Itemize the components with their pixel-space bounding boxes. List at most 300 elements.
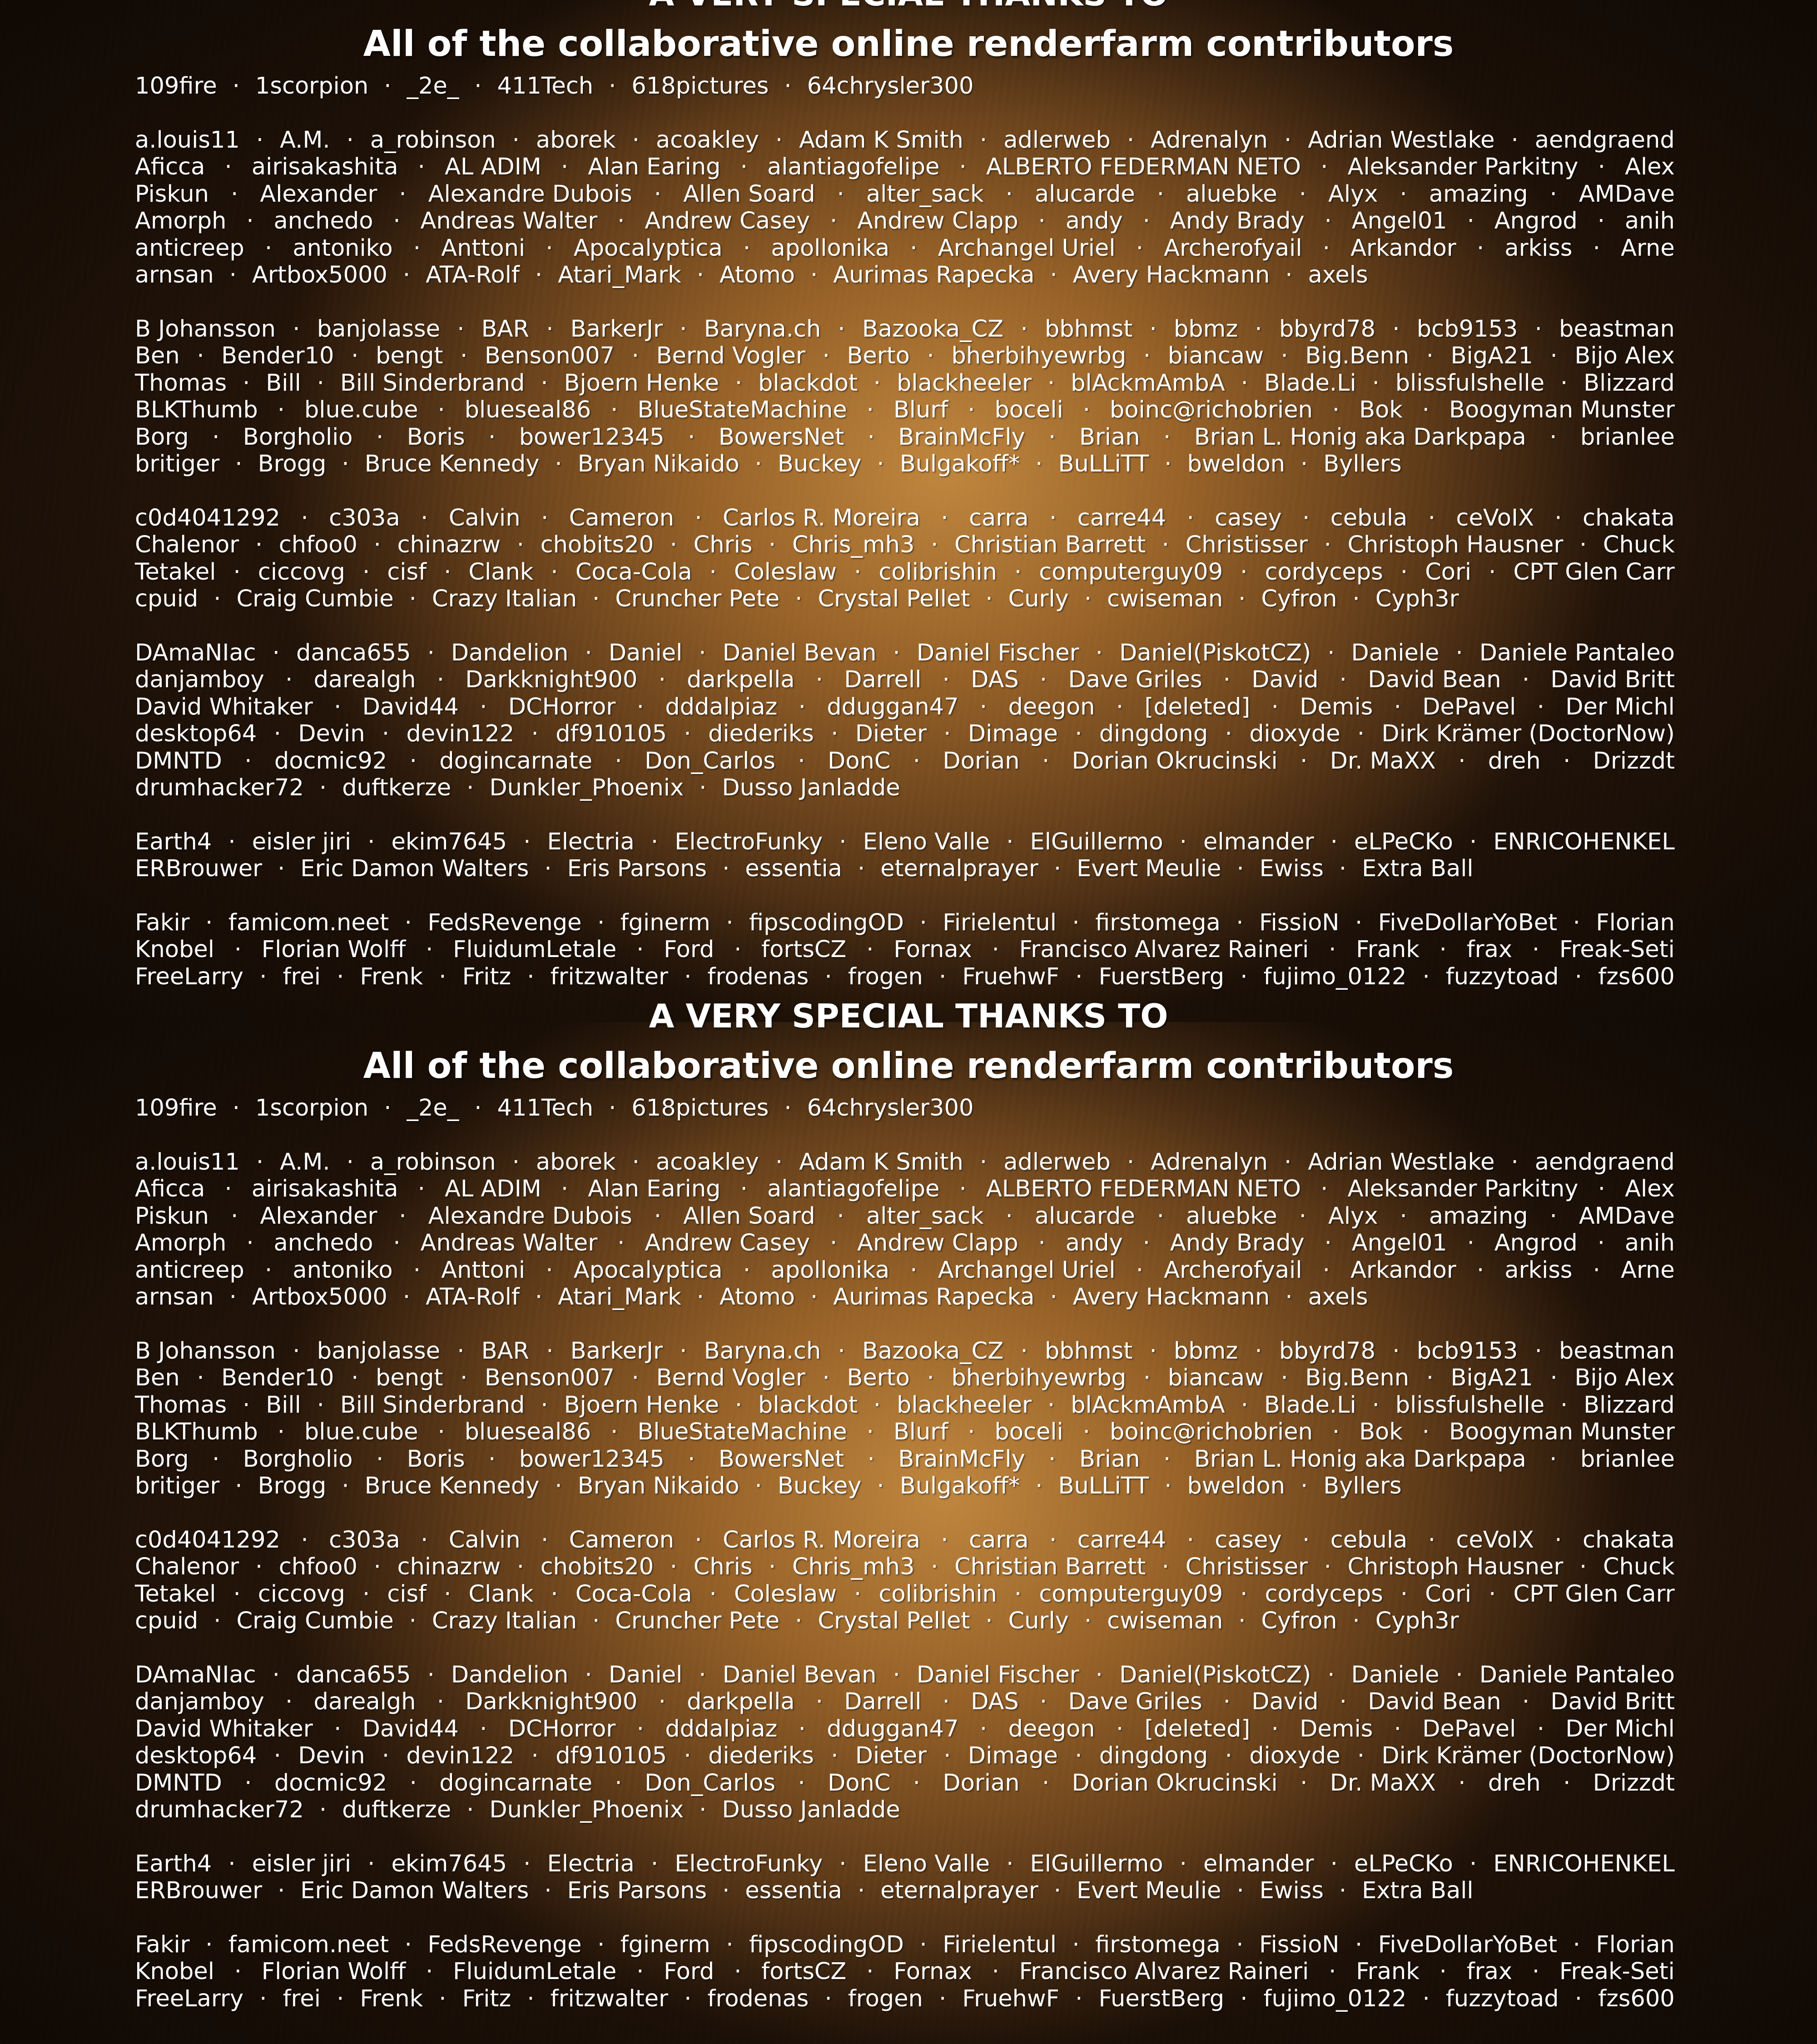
separator-dot: · xyxy=(597,1931,605,1959)
contributor-name: Dorian Okrucinski xyxy=(1072,1770,1278,1797)
contributor-name: Fakir xyxy=(135,909,190,937)
contributor-name: fginerm xyxy=(621,1931,710,1959)
contributor-name: Andrew Casey xyxy=(645,1230,810,1257)
contributor-name: AMDave xyxy=(1579,181,1675,208)
contributor-name: Adrenalyn xyxy=(1151,127,1268,154)
contributor-name: cpuid xyxy=(135,1607,198,1635)
contributor-name: ElectroFunky xyxy=(675,829,823,856)
separator-dot: · xyxy=(1157,1203,1164,1230)
contributor-name: deegon xyxy=(1008,694,1095,721)
contributor-name: elmander xyxy=(1203,829,1314,856)
contributor-name: Arkandor xyxy=(1350,235,1456,262)
contributor-name: Daniel Bevan xyxy=(723,640,877,667)
contributor-name: famicom.neet xyxy=(228,909,389,937)
contributor-name: Adrenalyn xyxy=(1151,1149,1268,1176)
separator-dot: · xyxy=(740,154,748,181)
contributor-name: Byllers xyxy=(1323,451,1401,478)
separator-dot: · xyxy=(1285,262,1292,289)
contributor-name: chinazrw xyxy=(397,1553,501,1581)
separator-dot: · xyxy=(337,1985,344,2013)
separator-dot: · xyxy=(1532,936,1539,963)
separator-dot: · xyxy=(1477,1257,1484,1284)
contributor-name: BarkerJr xyxy=(571,1338,663,1365)
separator-dot: · xyxy=(632,1149,640,1176)
separator-dot: · xyxy=(1238,585,1246,613)
separator-dot: · xyxy=(523,829,531,856)
contributor-name: fujimo_0122 xyxy=(1264,1985,1407,2013)
contributor-name: Alan Earing xyxy=(588,154,720,181)
separator-dot: · xyxy=(877,451,884,478)
contributor-name: frodenas xyxy=(707,1985,809,2013)
contributor-name: Bryan Nikaido xyxy=(578,451,740,478)
separator-dot: · xyxy=(609,1095,616,1122)
contributor-name: Aficca xyxy=(135,1176,205,1203)
separator-dot: · xyxy=(858,1877,865,1905)
contributor-name: Bernd Vogler xyxy=(656,342,805,370)
separator-dot: · xyxy=(413,235,421,262)
contributor-name: Curly xyxy=(1008,1607,1069,1635)
separator-dot: · xyxy=(460,1364,467,1392)
contributor-name: BrainMcFly xyxy=(898,424,1025,451)
contributor-name: Fritz xyxy=(462,963,511,991)
separator-dot: · xyxy=(1040,666,1047,694)
separator-dot: · xyxy=(301,505,308,532)
contributor-name: essentia xyxy=(745,855,842,883)
contributor-name: bbmz xyxy=(1174,316,1238,343)
contributor-name: Boogyman Munster xyxy=(1449,1419,1675,1446)
separator-dot: · xyxy=(1321,1176,1328,1203)
contributor-name: arkiss xyxy=(1504,1257,1572,1284)
separator-dot: · xyxy=(893,640,900,667)
separator-dot: · xyxy=(413,1257,421,1284)
contributor-name: Avery Hackmann xyxy=(1073,262,1270,289)
separator-dot: · xyxy=(919,1931,927,1959)
separator-dot: · xyxy=(399,1203,406,1230)
separator-dot: · xyxy=(743,235,750,262)
contributor-name: anih xyxy=(1625,1230,1675,1257)
contributor-name: eLPeCKo xyxy=(1354,829,1453,856)
contributor-name: Carlos R. Moreira xyxy=(723,1527,920,1554)
contributor-name: Andrew Casey xyxy=(645,208,810,235)
contributor-name: DMNTD xyxy=(135,748,222,775)
contributor-name: Ben xyxy=(135,342,180,370)
separator-dot: · xyxy=(457,316,464,343)
contributor-name: A.M. xyxy=(280,1149,330,1176)
contributor-name: bbyrd78 xyxy=(1279,316,1375,343)
separator-dot: · xyxy=(1271,694,1279,721)
contributor-name: Eleno Valle xyxy=(863,1851,990,1878)
contributor-name: Ewiss xyxy=(1260,855,1324,883)
separator-dot: · xyxy=(680,1338,687,1365)
separator-dot: · xyxy=(467,774,474,802)
contributor-name: BLKThumb xyxy=(135,1419,258,1446)
separator-dot: · xyxy=(1006,1851,1013,1878)
contributor-name: Bok xyxy=(1359,1419,1403,1446)
contributor-name: Brogg xyxy=(258,451,327,478)
separator-dot: · xyxy=(1187,1527,1194,1554)
separator-dot: · xyxy=(1136,235,1143,262)
separator-dot: · xyxy=(632,127,640,154)
contributor-name: 109fire xyxy=(135,1095,217,1122)
separator-dot: · xyxy=(799,694,806,721)
separator-dot: · xyxy=(867,1419,874,1446)
separator-dot: · xyxy=(1394,694,1401,721)
contributor-name: DAS xyxy=(971,666,1019,694)
separator-dot: · xyxy=(1040,1688,1047,1716)
contributor-name: bbhmst xyxy=(1045,1338,1132,1365)
separator-dot: · xyxy=(1428,505,1435,532)
separator-dot: · xyxy=(695,1527,702,1554)
separator-dot: · xyxy=(943,666,950,694)
separator-dot: · xyxy=(1014,1581,1022,1608)
contributor-name: DAmaNIac xyxy=(135,1662,256,1689)
separator-dot: · xyxy=(544,855,551,883)
contributor-name: bbyrd78 xyxy=(1279,1338,1375,1365)
separator-dot: · xyxy=(1563,1770,1570,1797)
contributor-name: Piskun xyxy=(135,1203,209,1230)
separator-dot: · xyxy=(444,1581,451,1608)
separator-dot: · xyxy=(229,262,237,289)
renderfarm-contributors-title: All of the collaborative online renderfarm contributors xyxy=(0,1046,1817,1086)
separator-dot: · xyxy=(1083,397,1090,424)
separator-dot: · xyxy=(795,1607,802,1635)
contributor-name: andy xyxy=(1066,1230,1123,1257)
contributor-name: Bulgakoff* xyxy=(900,451,1020,478)
separator-dot: · xyxy=(1321,154,1328,181)
contributor-name: elmander xyxy=(1203,1851,1314,1878)
separator-dot: · xyxy=(615,1770,622,1797)
contributor-name: Boris xyxy=(407,424,465,451)
contributor-name: Artbox5000 xyxy=(252,1284,387,1311)
contributor-name: FedsRevenge xyxy=(427,909,581,937)
contributor-name: chobits20 xyxy=(541,531,654,559)
contributor-name: Cruncher Pete xyxy=(615,1607,779,1635)
contributor-name: carre44 xyxy=(1077,505,1166,532)
separator-dot: · xyxy=(699,1796,706,1824)
contributor-name: beastman xyxy=(1559,1338,1675,1365)
separator-dot: · xyxy=(830,1230,837,1257)
separator-dot: · xyxy=(585,1662,592,1689)
contributor-name: Carlos R. Moreira xyxy=(723,505,920,532)
separator-dot: · xyxy=(1332,1419,1340,1446)
contributor-name: chfoo0 xyxy=(279,1553,357,1581)
contributor-name: David Bean xyxy=(1368,1688,1501,1716)
contributor-name: FedsRevenge xyxy=(427,1931,581,1959)
separator-dot: · xyxy=(273,640,280,667)
contributor-name: Bjoern Henke xyxy=(564,370,719,397)
contributor-name: chakata xyxy=(1583,1527,1675,1554)
separator-dot: · xyxy=(597,909,605,937)
separator-dot: · xyxy=(285,666,293,694)
contributor-name: c303a xyxy=(329,505,400,532)
separator-dot: · xyxy=(1598,154,1605,181)
contributor-name: fritzwalter xyxy=(551,963,668,991)
contributor-name: Eric Damon Walters xyxy=(300,855,529,883)
separator-dot: · xyxy=(822,1364,829,1392)
separator-dot: · xyxy=(959,154,967,181)
separator-dot: · xyxy=(439,963,446,991)
separator-dot: · xyxy=(636,1958,644,1985)
separator-dot: · xyxy=(1240,1581,1247,1608)
contributor-name: Chuck xyxy=(1603,1553,1675,1581)
separator-dot: · xyxy=(1302,505,1310,532)
separator-dot: · xyxy=(1285,1284,1292,1311)
separator-dot: · xyxy=(1096,640,1103,667)
separator-dot: · xyxy=(546,235,553,262)
contributor-name: Alyx xyxy=(1328,1203,1378,1230)
separator-dot: · xyxy=(437,397,445,424)
contributor-name: a.louis11 xyxy=(135,1149,240,1176)
contributor-name: Apocalyptica xyxy=(574,1257,723,1284)
contributor-name: BrainMcFly xyxy=(898,1446,1025,1473)
contributor-name: Angrod xyxy=(1494,1230,1578,1257)
contributor-name: ENRICOHENKEL xyxy=(1493,1851,1674,1878)
contributor-name: DCHorror xyxy=(508,1716,616,1743)
contributor-name: devin122 xyxy=(406,720,514,748)
separator-dot: · xyxy=(1550,181,1557,208)
contributor-name: FuerstBerg xyxy=(1098,1985,1224,2013)
separator-dot: · xyxy=(213,1607,221,1635)
contributor-name: Big.Benn xyxy=(1305,1364,1409,1392)
separator-dot: · xyxy=(527,1985,534,2013)
contributor-name: Dieter xyxy=(855,1742,927,1770)
separator-dot: · xyxy=(798,1770,805,1797)
contributor-name: Dave Griles xyxy=(1068,1688,1202,1716)
separator-dot: · xyxy=(231,181,238,208)
contributor-name: Cori xyxy=(1425,559,1471,586)
contributor-name: Coca-Cola xyxy=(576,559,692,586)
separator-dot: · xyxy=(228,829,235,856)
contributor-name: blackheeler xyxy=(897,370,1032,397)
contributor-name: Archangel Uriel xyxy=(938,235,1116,262)
contributor-name: beastman xyxy=(1559,316,1675,343)
contributor-name: David Britt xyxy=(1550,666,1675,694)
separator-dot: · xyxy=(617,208,625,235)
contributor-name: Aurimas Rapecka xyxy=(833,262,1034,289)
separator-dot: · xyxy=(1325,208,1332,235)
contributor-name: Boogyman Munster xyxy=(1449,397,1675,424)
separator-dot: · xyxy=(1014,559,1022,586)
contributor-name: BAR xyxy=(482,1338,529,1365)
contributor-name: Knobel xyxy=(135,1958,214,1985)
separator-dot: · xyxy=(1422,1985,1430,2013)
separator-dot: · xyxy=(1458,1770,1465,1797)
contributor-name: Ford xyxy=(664,1958,714,1985)
separator-dot: · xyxy=(654,1203,661,1230)
separator-dot: · xyxy=(1049,1527,1057,1554)
separator-dot: · xyxy=(1241,1392,1248,1419)
separator-dot: · xyxy=(1511,127,1519,154)
contributor-name: Atomo xyxy=(720,1284,795,1311)
contributor-name: Coleslaw xyxy=(734,1581,837,1608)
contributor-name: Der Michl xyxy=(1565,1716,1675,1743)
contributor-name: colibrishin xyxy=(879,1581,997,1608)
separator-dot: · xyxy=(1324,1553,1331,1581)
contributor-name: dogincarnate xyxy=(439,748,592,775)
separator-dot: · xyxy=(541,1527,548,1554)
separator-dot: · xyxy=(670,531,677,559)
contributor-name: chfoo0 xyxy=(279,531,357,559)
contributor-name: acoakley xyxy=(656,127,759,154)
contributor-name: df910105 xyxy=(556,1742,667,1770)
contributor-name: BlueStateMachine xyxy=(637,1419,847,1446)
contributor-name: eternalprayer xyxy=(880,1877,1038,1905)
separator-dot: · xyxy=(980,1149,987,1176)
contributor-name: Dandelion xyxy=(451,1662,568,1689)
separator-dot: · xyxy=(457,1338,464,1365)
separator-dot: · xyxy=(1330,1851,1338,1878)
contributor-name: Thomas xyxy=(135,1392,227,1419)
separator-dot: · xyxy=(1323,235,1330,262)
contributor-name: Fornax xyxy=(894,1958,972,1985)
separator-dot: · xyxy=(799,1716,806,1743)
contributor-name: Tetakel xyxy=(135,1581,216,1608)
separator-dot: · xyxy=(684,963,691,991)
separator-dot: · xyxy=(651,1851,658,1878)
contributor-name: Dusso Janladde xyxy=(722,1796,900,1824)
contributor-name: CPT Glen Carr xyxy=(1513,1581,1674,1608)
contributor-name: cordyceps xyxy=(1265,559,1383,586)
separator-dot: · xyxy=(795,585,802,613)
separator-dot: · xyxy=(1593,1257,1600,1284)
separator-dot: · xyxy=(755,1473,762,1500)
separator-dot: · xyxy=(941,1527,948,1554)
contributor-name: fortsCZ xyxy=(761,1958,846,1985)
separator-dot: · xyxy=(1035,451,1043,478)
separator-dot: · xyxy=(1522,1688,1529,1716)
separator-dot: · xyxy=(531,1742,539,1770)
contributor-name: dingdong xyxy=(1099,720,1208,748)
contributor-name: Andrew Clapp xyxy=(857,1230,1018,1257)
contributor-name: Daniel Fischer xyxy=(917,640,1079,667)
contributor-name: Benson007 xyxy=(485,1364,615,1392)
contributor-name: BowersNet xyxy=(719,424,844,451)
contributor-name: aborek xyxy=(536,1149,616,1176)
separator-dot: · xyxy=(611,1419,618,1446)
contributor-name: Borg xyxy=(135,424,189,451)
separator-dot: · xyxy=(1284,1149,1291,1176)
contributor-name: Bijo Alex xyxy=(1574,342,1674,370)
contributor-name: Blade.Li xyxy=(1264,370,1356,397)
contributor-name: David44 xyxy=(362,1716,459,1743)
separator-dot: · xyxy=(1180,829,1187,856)
contributor-name: blue.cube xyxy=(304,397,418,424)
contributor-name: Archangel Uriel xyxy=(938,1257,1116,1284)
separator-dot: · xyxy=(1127,127,1134,154)
contributor-name: carra xyxy=(969,505,1029,532)
contributor-name: devin122 xyxy=(406,1742,514,1770)
separator-dot: · xyxy=(910,1257,917,1284)
separator-dot: · xyxy=(1299,1203,1306,1230)
separator-dot: · xyxy=(1440,1958,1447,1985)
contributor-name: Dunkler_Phoenix xyxy=(489,774,684,802)
contributor-name: Christisser xyxy=(1186,1553,1308,1581)
contributor-name: _2e_ xyxy=(407,73,459,100)
separator-dot: · xyxy=(992,1958,999,1985)
contributor-name: Archerofyail xyxy=(1164,1257,1302,1284)
contributor-name: anticreep xyxy=(135,235,244,262)
contributor-name: bower12345 xyxy=(519,1446,665,1473)
separator-dot: · xyxy=(1162,531,1169,559)
contributor-name: ElectroFunky xyxy=(675,1851,823,1878)
separator-dot: · xyxy=(337,963,344,991)
separator-dot: · xyxy=(1563,748,1570,775)
separator-dot: · xyxy=(1241,370,1248,397)
contributor-name: Chalenor xyxy=(135,531,239,559)
contributor-name: frax xyxy=(1467,936,1512,963)
separator-dot: · xyxy=(197,1364,204,1392)
separator-dot: · xyxy=(651,829,658,856)
contributor-name: Bender10 xyxy=(221,1364,334,1392)
contributor-name: aluebke xyxy=(1186,1203,1277,1230)
contributor-name: AL ADIM xyxy=(445,154,541,181)
contributor-name: Eris Parsons xyxy=(567,1877,707,1905)
contributor-name: FiveDollarYoBet xyxy=(1378,909,1557,937)
contributor-name: Baryna.ch xyxy=(704,316,821,343)
separator-dot: · xyxy=(1284,127,1291,154)
contributor-name: B Johansson xyxy=(135,1338,276,1365)
contributor-name: Daniel Fischer xyxy=(917,1662,1079,1689)
contributor-name: Florian xyxy=(1596,1931,1674,1959)
contributor-name: [deleted] xyxy=(1144,694,1250,721)
contributor-name: anticreep xyxy=(135,1257,244,1284)
separator-dot: · xyxy=(1255,316,1262,343)
contributor-name: fortsCZ xyxy=(761,936,846,963)
separator-dot: · xyxy=(697,262,704,289)
separator-dot: · xyxy=(1187,505,1194,532)
contributor-name: Eris Parsons xyxy=(567,855,707,883)
separator-dot: · xyxy=(235,1473,242,1500)
contributor-name: Andy Brady xyxy=(1170,208,1305,235)
contributor-name: Christisser xyxy=(1186,531,1308,559)
contributor-name: Chris_mh3 xyxy=(792,531,915,559)
contributor-name: Artbox5000 xyxy=(252,262,387,289)
separator-dot: · xyxy=(488,424,496,451)
contributor-name: Crazy Italian xyxy=(432,585,577,613)
contributor-name: frogen xyxy=(848,1985,923,2013)
contributor-name: DCHorror xyxy=(508,694,616,721)
separator-dot: · xyxy=(1340,666,1347,694)
contributor-name: Andreas Walter xyxy=(420,1230,597,1257)
separator-dot: · xyxy=(1038,1230,1046,1257)
separator-dot: · xyxy=(838,316,845,343)
separator-dot: · xyxy=(837,1203,844,1230)
contributor-name: BarkerJr xyxy=(571,316,663,343)
contributor-name: Dave Griles xyxy=(1068,666,1202,694)
contributor-name: Atomo xyxy=(720,262,795,289)
separator-dot: · xyxy=(931,531,938,559)
contributor-name: Anttoni xyxy=(441,1257,525,1284)
contributor-name: eisler jiri xyxy=(252,1851,351,1878)
contributor-name: BowersNet xyxy=(719,1446,844,1473)
separator-dot: · xyxy=(1332,397,1340,424)
separator-dot: · xyxy=(734,936,741,963)
separator-dot: · xyxy=(743,1257,750,1284)
contributor-name: 618pictures xyxy=(631,1095,769,1122)
contributor-name: frodenas xyxy=(707,963,809,991)
separator-dot: · xyxy=(488,1446,496,1473)
separator-dot: · xyxy=(546,1338,553,1365)
contributor-name: Coleslaw xyxy=(734,559,837,586)
separator-dot: · xyxy=(740,1176,748,1203)
contributor-name: ekim7645 xyxy=(391,829,507,856)
contributor-name: duftkerze xyxy=(342,774,451,802)
separator-dot: · xyxy=(1050,262,1057,289)
contributor-name: Berto xyxy=(847,342,910,370)
contributor-name: 109fire xyxy=(135,73,217,100)
contributor-name: dddalpiaz xyxy=(665,694,777,721)
separator-dot: · xyxy=(1469,829,1477,856)
